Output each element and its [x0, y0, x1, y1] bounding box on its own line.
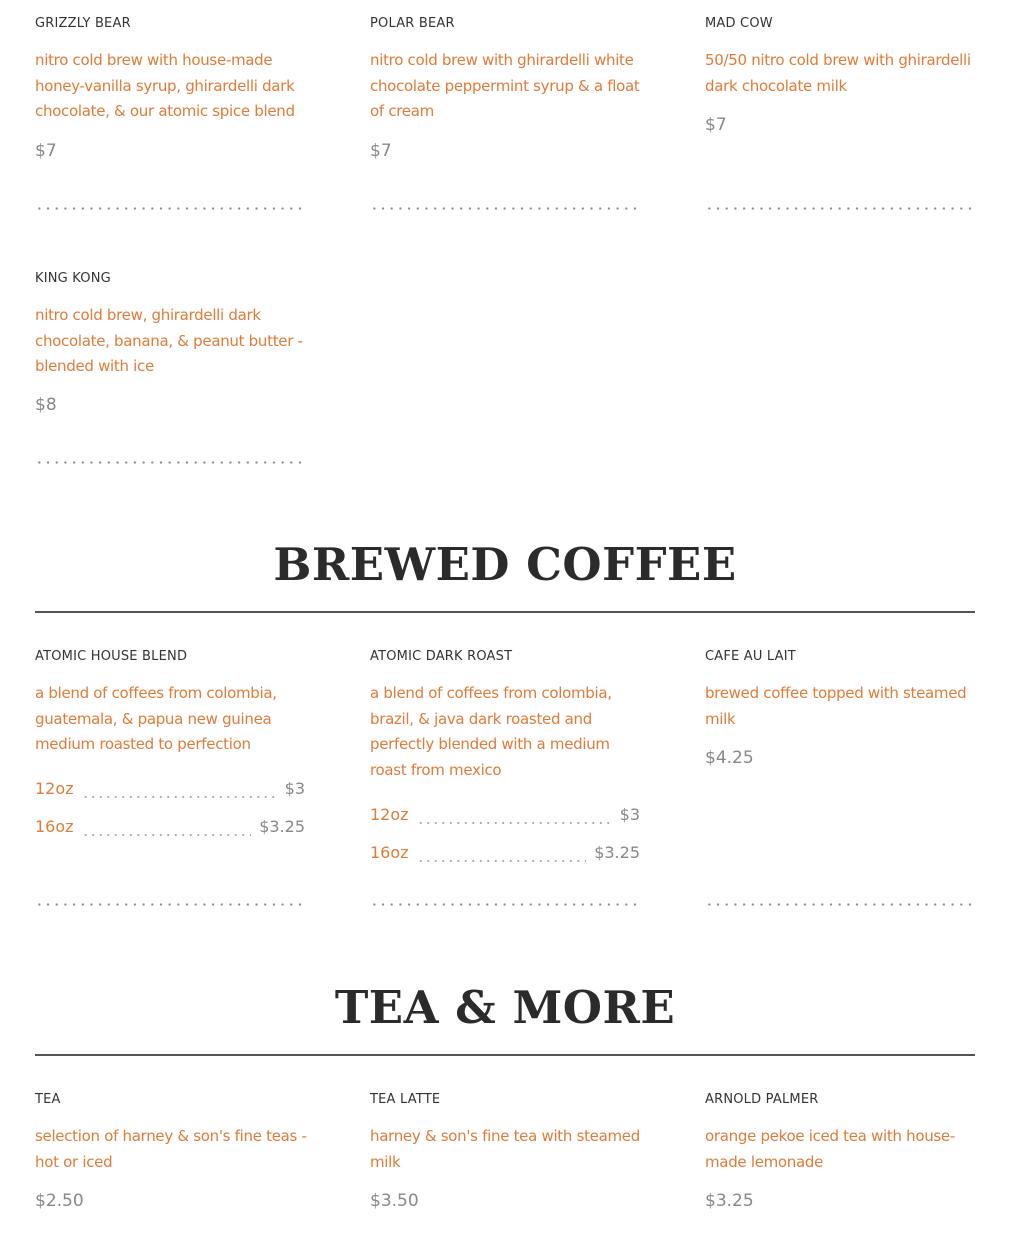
dotted-divider	[35, 903, 305, 906]
section-title-brewed-coffee: BREWED COFFEE	[273, 538, 737, 591]
item-name: ATOMIC HOUSE BLEND	[35, 649, 188, 664]
dotted-leader	[82, 796, 277, 798]
item-price: $3.50	[370, 1191, 419, 1211]
dotted-divider	[35, 461, 305, 464]
size-label: 16oz	[35, 817, 74, 836]
dotted-leader	[417, 860, 587, 862]
item-name: ARNOLD PALMER	[705, 1092, 819, 1107]
size-price: $3	[284, 779, 305, 798]
item-description: harney & son's fine tea with steamed milk	[370, 1127, 640, 1171]
item-description: brewed coffee topped with steamed milk	[705, 684, 967, 728]
size-label: 12oz	[35, 779, 74, 798]
size-row-12oz	[35, 779, 305, 803]
item-description: orange pekoe iced tea with house-made lemonade	[705, 1127, 955, 1171]
item-description: selection of harney & son's fine teas - hot or iced	[35, 1127, 307, 1171]
item-name: ATOMIC DARK ROAST	[370, 649, 513, 664]
dotted-divider	[705, 207, 975, 210]
item-price: $7	[705, 115, 727, 135]
item-name: GRIZZLY BEAR	[35, 16, 131, 31]
item-price: $4.25	[705, 748, 754, 768]
size-price: $3	[619, 805, 640, 824]
section-rule	[35, 611, 975, 613]
item-name: MAD COW	[705, 16, 773, 31]
item-price: $7	[370, 141, 392, 161]
dotted-leader	[82, 834, 252, 836]
item-description: a blend of coffees from colombia, brazil, & java dark roasted and perfectly blended with a medium roast from mexico	[370, 684, 612, 779]
size-price: $3.25	[259, 817, 305, 836]
item-description: nitro cold brew, ghirardelli dark chocolate, banana, & peanut butter - blended with ice	[35, 306, 303, 375]
size-label: 16oz	[370, 843, 409, 862]
dotted-divider	[35, 207, 305, 210]
size-label: 12oz	[370, 805, 409, 824]
item-description: a blend of coffees from colombia, guatemala, & papua new guinea medium roasted to perfection	[35, 684, 277, 753]
item-description: nitro cold brew with ghirardelli white chocolate peppermint syrup & a float of cream	[370, 51, 640, 120]
item-name: POLAR BEAR	[370, 16, 455, 31]
dotted-divider	[370, 903, 640, 906]
dotted-leader	[417, 822, 612, 824]
size-row-16oz	[35, 817, 305, 841]
dotted-divider	[370, 207, 640, 210]
item-name: KING KONG	[35, 271, 111, 286]
section-rule	[35, 1054, 975, 1056]
item-price: $8	[35, 395, 57, 415]
item-description: 50/50 nitro cold brew with ghirardelli dark chocolate milk	[705, 51, 971, 95]
item-price: $7	[35, 141, 57, 161]
section-title-tea-and-more: TEA & MORE	[334, 981, 676, 1034]
item-description: nitro cold brew with house-made honey-vanilla syrup, ghirardelli dark chocolate, & our atomic spice blend	[35, 51, 295, 120]
size-row-12oz	[370, 805, 640, 829]
size-row-16oz	[370, 843, 640, 867]
item-price: $3.25	[705, 1191, 754, 1211]
dotted-divider	[705, 903, 975, 906]
item-price: $2.50	[35, 1191, 84, 1211]
item-name: TEA	[35, 1092, 61, 1107]
item-name: CAFE AU LAIT	[705, 649, 796, 664]
size-price: $3.25	[594, 843, 640, 862]
item-name: TEA LATTE	[370, 1092, 441, 1107]
